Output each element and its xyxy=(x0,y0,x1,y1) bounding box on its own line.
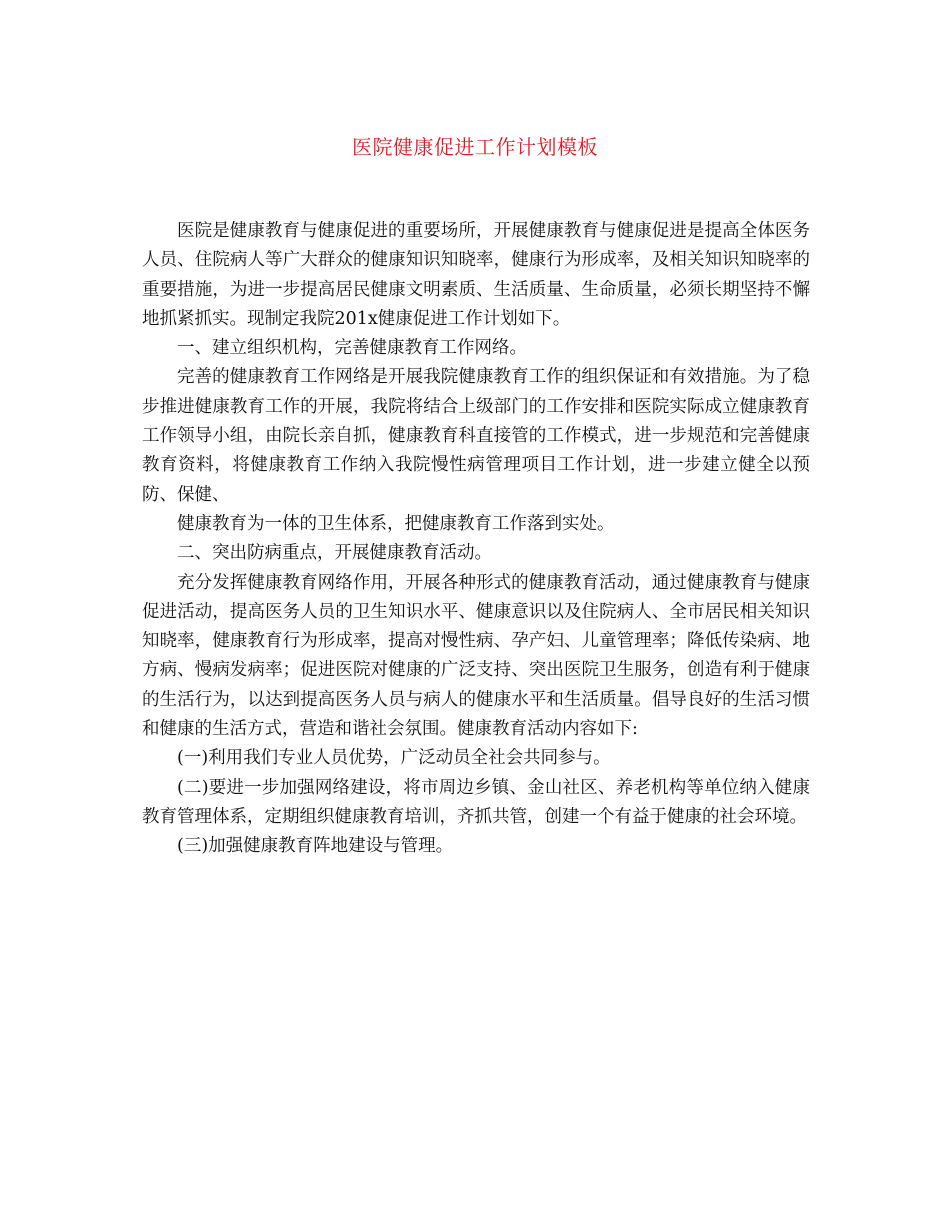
list-item-1: (一)利用我们专业人员优势，广泛动员全社会共同参与。 xyxy=(177,748,611,769)
list-item-3: (三)加强健康教育阵地建设与管理。 xyxy=(177,836,454,857)
document-title: 医院健康促进工作计划模板 xyxy=(352,135,598,159)
list-item-2: (二)要进一步加强网络建设，将市周边乡镇、金山社区、养老机构等单位纳入健康教育管理体系，定期组织健康教育培训，齐抓共管，创建一个有益于健康的社会环境。 xyxy=(142,777,810,827)
section-2-paragraph: 充分发挥健康教育网络作用，开展各种形式的健康教育活动，通过健康教育与健康促进活动，提高医务人员的卫生知识水平、健康意识以及住院病人、全市居民相关知识知晓率，健康教育行为形成率，提高对慢性病、孕产妇、儿童管理率；降低传染病、地方病、慢病发病率；促进医院对健康的广泛支持、突出医院卫生服务，创造有利于健康的生活行为，以达到提高医务人员与病人的健康水平和生活质量。倡导良好的生活习惯和健康的生活方式，营造和谐社会氛围。健康教育活动内容如下: xyxy=(142,572,810,740)
intro-paragraph: 医院是健康教育与健康促进的重要场所，开展健康教育与健康促进是提高全体医务人员、住院病人等广大群众的健康知识知晓率，健康行为形成率，及相关知识知晓率的重要措施，为进一步提高居民健康文明素质、生活质量、生命质量，必须长期坚持不懈地抓紧抓实。现制定我院201x健康促进工作计划如下。 xyxy=(142,221,810,329)
section-1-paragraph: 完善的健康教育工作网络是开展我院健康教育工作的组织保证和有效措施。为了稳步推进健康教育工作的开展，我院将结合上级部门的工作安排和医院实际成立健康教育工作领导小组，由院长亲自抓，健康教育科直接管的工作模式，进一步规范和完善健康教育资料，将健康教育工作纳入我院慢性病管理项目工作计划，进一步建立健全以预防、保健、 xyxy=(142,367,810,505)
document-body xyxy=(142,217,810,862)
section-1-heading: 一、建立组织机构，完善健康教育工作网络。 xyxy=(177,338,527,359)
section-2-heading: 二、突出防病重点，开展健康教育活动。 xyxy=(177,543,492,564)
section-1-paragraph-continued: 健康教育为一体的卫生体系，把健康教育工作落到实处。 xyxy=(177,513,615,534)
